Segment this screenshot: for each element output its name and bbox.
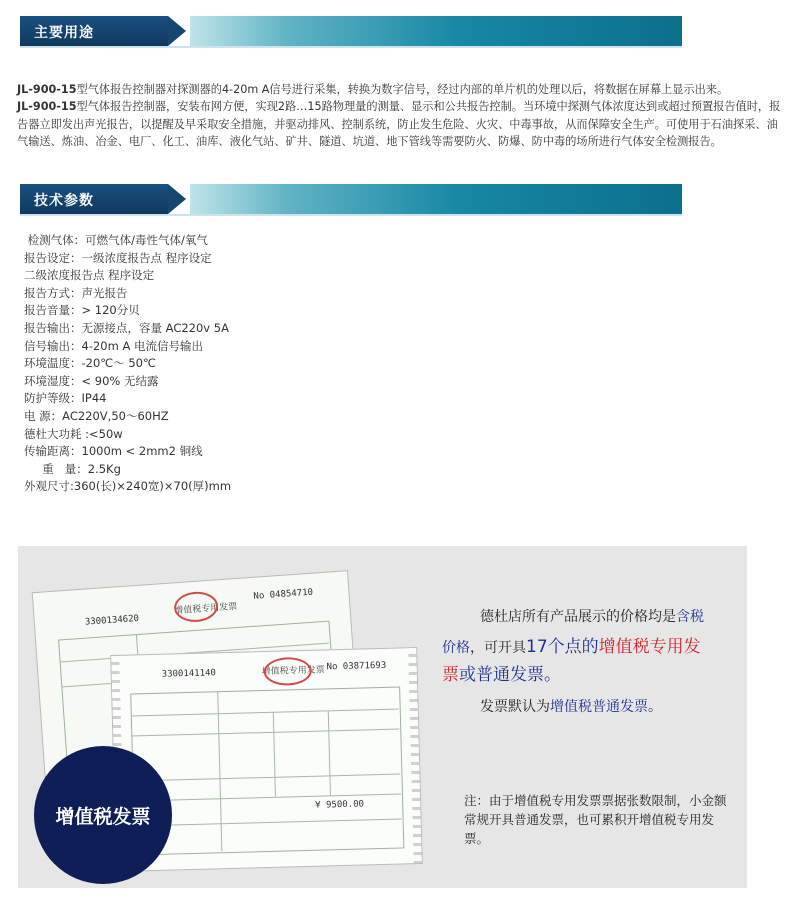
promo-highlight: 17个点的 — [526, 637, 599, 657]
spec-item: 报告方式：声光报告 — [24, 285, 128, 300]
invoice-number: No 04854710 — [253, 587, 314, 602]
invoice-note: 注：由于增值税专用发票票据张数限制，小金额常规开具普通发票，也可累积开增值税专用发票。 — [464, 793, 727, 846]
promo-highlight: 或普通发票。 — [459, 665, 561, 685]
spec-item: 防护等级：IP44 — [24, 391, 107, 406]
vat-invoice-badge — [34, 746, 172, 884]
promo-line-2 — [442, 634, 701, 661]
promo-line-3 — [442, 662, 561, 689]
invoice-code: 3300141140 — [161, 668, 217, 680]
spec-item: 信号输出：4-20m A 电流信号输出 — [24, 338, 203, 353]
banner-gradient — [190, 16, 682, 46]
promo-highlight: 含税 — [676, 609, 704, 625]
promo-text: 发票默认为 — [480, 699, 550, 715]
spec-item: 传输距离：1000m < 2mm2 铜线 — [24, 444, 203, 459]
banner-arrow — [168, 184, 186, 214]
spec-item: 外观尺寸:360(长)×240宽)×70(厚)mm — [24, 479, 232, 494]
usage-text-2: 型气体报告控制器，安装布网方便，实现2路…15路物理量的测量、显示和公共报告控制。当环境中探测气体浓度达到或超过预置报告值时，报告器立即发出声光报告，以提醒及早采取安全措施，并驱动排风、控制系统，防止发生危险、火灾、中毒事故，从而保障安全生产。可使用于石油探采、油气输送、炼油、冶金、电厂、化工、油库、液化气站、矿井、隧道、坑道、地下管线等需要防火、防爆、防中毒的场所进行气体安全检测报告。 — [17, 100, 781, 148]
promo-text: 德杜店所有产品展示的价格均是 — [480, 609, 676, 625]
usage-paragraph-1 — [17, 81, 785, 99]
spec-item: 二级浓度报告点 程序设定 — [24, 268, 155, 283]
invoice-title: 增值税专用发票 — [261, 665, 325, 678]
model-name: JL-900-15 — [17, 100, 77, 113]
spec-list — [24, 232, 231, 496]
invoice-title: 增值税专用发票 — [174, 602, 238, 617]
badge-label: 增值税发票 — [55, 805, 151, 828]
spec-item: 电 源：AC220V,50～60HZ — [24, 408, 169, 423]
model-name: JL-900-15 — [17, 83, 77, 96]
spec-item: 环境湿度：< 90% 无结露 — [24, 373, 159, 388]
invoice-total: ¥ 9500.00 — [315, 799, 365, 811]
section-banner-specs — [20, 184, 682, 214]
promo-highlight: 增值税专用发 — [598, 637, 701, 657]
spec-item: 报告音量：> 120分贝 — [24, 303, 140, 318]
promo-highlight: 价格 — [442, 640, 470, 656]
promo-highlight: 增值税普通发票 — [550, 699, 648, 715]
banner-arrow — [168, 16, 186, 46]
section-banner-usage — [20, 16, 682, 46]
promo-line-1 — [480, 604, 704, 630]
spec-item: 检测气体：可燃气体/毒性气体/氧气 — [24, 233, 208, 247]
spec-item: 环境温度：-20℃～ 50℃ — [24, 356, 156, 371]
usage-text-1: 型气体报告控制器对探测器的4-20m A信号进行采集，转换为数字信号，经过内部的单片机的处理以后，将数据在屏幕上显示出来。 — [76, 83, 729, 96]
banner-label-box — [20, 184, 168, 214]
usage-paragraph-2 — [17, 98, 785, 151]
invoice-promo-panel — [18, 546, 747, 888]
section-title-usage: 主要用途 — [34, 25, 94, 41]
promo-highlight: 票 — [442, 665, 459, 685]
spec-item: 德杜大功耗 :<50w — [24, 426, 123, 441]
banner-gradient — [190, 184, 682, 214]
banner-underline — [20, 46, 682, 48]
promo-text: ，可开具 — [470, 640, 526, 656]
invoice-code: 3300134620 — [84, 613, 140, 628]
section-title-specs: 技术参数 — [34, 193, 94, 209]
invoice-seal-icon — [173, 590, 219, 623]
spec-item: 报告输出：无源接点，容量 AC220v 5A — [24, 320, 229, 335]
invoice-seal-icon — [263, 657, 312, 686]
spec-item: 报告设定：一级浓度报告点 程序设定 — [24, 250, 212, 265]
promo-text: 。 — [648, 699, 662, 715]
banner-label-box — [20, 16, 168, 46]
spec-item: 重 量：2.5Kg — [24, 461, 121, 476]
perforation — [408, 648, 422, 863]
invoice-number: No 03871693 — [326, 660, 387, 673]
promo-line-4 — [480, 694, 662, 720]
banner-underline — [20, 214, 682, 216]
